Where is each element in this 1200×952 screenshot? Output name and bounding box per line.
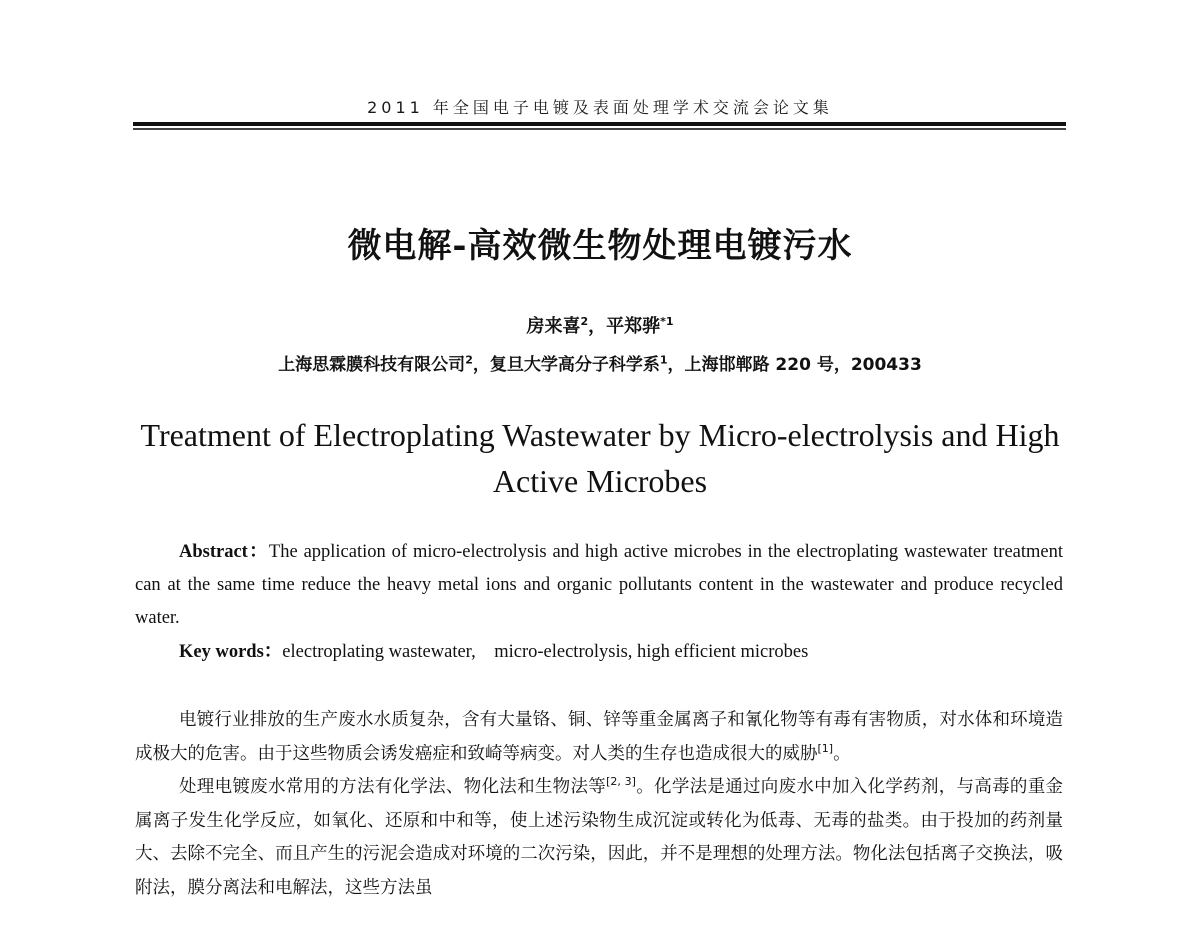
affiliation-org: ，复旦大学高分子科学系: [472, 355, 660, 375]
abstract: [135, 536, 1063, 635]
paper-title-zh: 微电解-高效微生物处理电镀污水: [347, 226, 853, 266]
paper-title-en: Treatment of Electroplating Wastewater by Micro-electrolysis and High Active Microbes: [140, 417, 1060, 499]
affiliation-mark: 2: [465, 353, 473, 367]
author-line: [0, 312, 1200, 338]
abstract-label: Abstract：: [179, 542, 269, 562]
author-name: 平郑骅: [606, 316, 661, 337]
paragraph-text: 。化学法是通过向废水中加入化学药剂，与高毒的重金属离子发生化学反应，如氧化、还原和中和等，使上述污染物生成沉淀或转化为低毒、无毒的盐类。由于投加的药剂量大、去除不完全、而且产生的污泥会造成对环境的二次污染，因此，并不是理想的处理方法。物化法包括离子交换法，吸附法，膜分离法和电解法，这些方法虽: [135, 777, 1063, 898]
author-affiliation-mark: *1: [660, 315, 674, 328]
body-paragraph: [135, 704, 1063, 771]
keywords-text: electroplating wastewater, micro-electrolysis, high efficient microbes: [282, 642, 809, 662]
paragraph-text: 处理电镀废水常用的方法有化学法、物化法和生物法等: [179, 777, 607, 797]
paragraph-text: 电镀行业排放的生产废水水质复杂，含有大量铬、铜、锌等重金属离子和氰化物等有毒有害物质，对水体和环境造成极大的危害。由于这些物质会诱发癌症和致崎等病变。对人类的生存也造成很大的威胁: [135, 710, 1063, 764]
header-rule-thin: [133, 128, 1066, 130]
citation: [1]: [817, 741, 834, 755]
affiliation-address: ，上海邯郸路 220 号，200433: [667, 355, 922, 375]
author-separator: ，: [588, 316, 607, 337]
affiliation-line: [0, 350, 1200, 375]
running-header: 2011 年全国电子电镀及表面处理学术交流会论文集: [367, 98, 833, 117]
author-affiliation-mark: 2: [580, 315, 589, 328]
keywords-label: Key words：: [179, 642, 283, 662]
body-paragraph: [135, 771, 1063, 905]
citation: [2, 3]: [606, 775, 636, 789]
keywords: [179, 636, 1063, 669]
header-rule: [133, 122, 1066, 126]
paragraph-text: 。: [833, 743, 851, 764]
affiliation-org: 上海思霖膜科技有限公司: [278, 355, 466, 375]
affiliation-mark: 1: [659, 353, 668, 367]
author-name: 房来喜: [526, 316, 581, 337]
body-text: [135, 704, 1063, 905]
abstract-text: The application of micro-electrolysis and high active microbes in the electroplating wastewater treatment can at the same time reduce the heavy metal ions and organic pollutants content in the wastewater and produce recycled water.: [135, 542, 1064, 628]
